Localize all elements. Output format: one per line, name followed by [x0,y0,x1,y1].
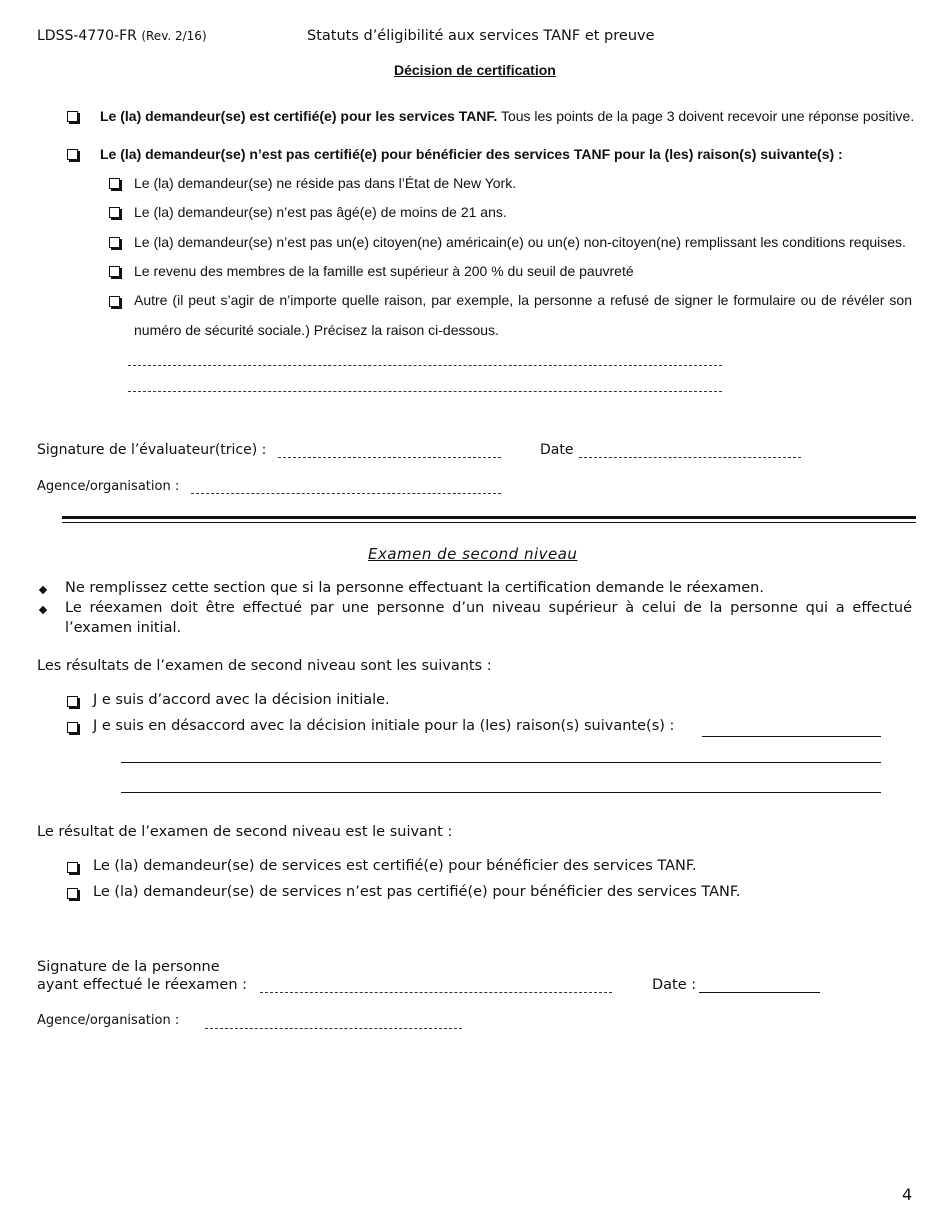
form-number: LDSS-4770-FR [37,28,137,44]
evaluator-date-label: Date [540,442,574,458]
disagree-reason-field-2[interactable] [121,762,881,763]
reason-citizenship: Le (la) demandeur(se) n’est pas un(e) citoyen(ne) américain(e) ou un(e) non-citoyen(ne) remplissant les conditions requises. [134,234,906,250]
evaluator-date-field[interactable] [579,457,801,458]
second-review-heading: Examen de second niveau [368,545,578,563]
reviewer-signature-label-2: ayant effectué le réexamen : [37,977,248,993]
reason-residence: Le (la) demandeur(se) ne réside pas dans l’État de New York. [134,175,517,191]
instruction-1: Ne remplissez cette section que si la personne effectuant la certification demande le réexamen. [65,580,764,596]
reason-other-line1: Autre (il peut s’agir de n’importe quelle raison, par exemple, la personne a refusé de signer le formulaire ou de révéler son [134,292,912,308]
bullet-diamond-icon [39,586,47,594]
outcome-certified: Le (la) demandeur(se) de services est certifié(e) pour bénéficier des services TANF. [93,858,697,874]
form-id [37,28,207,44]
agree-option: J e suis d’accord avec la décision initiale. [93,692,390,708]
reviewer-date-field[interactable] [699,992,820,993]
certified-option-bold: Le (la) demandeur(se) est certifié(e) pour les services TANF. [100,108,498,124]
bullet-diamond-icon [39,606,47,614]
document-title: Statuts d’éligibilité aux services TANF et preuve [307,28,655,44]
reviewer-agency-field[interactable] [205,1028,462,1029]
page-number: 4 [902,1185,913,1204]
disagree-option: J e suis en désaccord avec la décision initiale pour la (les) raison(s) suivante(s) : [93,718,675,734]
reviewer-agency-label: Agence/organisation : [37,1013,180,1028]
evaluator-signature-field[interactable] [278,457,501,458]
reason-checkbox-income[interactable] [109,266,120,277]
certified-option [100,108,914,124]
disagree-checkbox[interactable] [67,722,78,733]
disagree-reason-field-3[interactable] [121,792,881,793]
evaluator-agency-label: Agence/organisation : [37,479,180,494]
evaluator-signature-label: Signature de l’évaluateur(trice) : [37,442,267,458]
section-divider [62,516,916,523]
reason-age: Le (la) demandeur(se) n’est pas âgé(e) de moins de 21 ans. [134,204,507,220]
reason-income: Le revenu des membres de la famille est supérieur à 200 % du seuil de pauvreté [134,263,634,279]
other-reason-line-2[interactable] [128,391,722,392]
reviewer-signature-label-1: Signature de la personne [37,959,220,975]
outcome-certified-checkbox[interactable] [67,862,78,873]
reason-checkbox-residence[interactable] [109,178,120,189]
reason-checkbox-other[interactable] [109,296,120,307]
results-label: Les résultats de l’examen de second niveau sont les suivants : [37,658,492,674]
instruction-2-continued: l’examen initial. [65,620,182,636]
outcome-not-certified-checkbox[interactable] [67,888,78,899]
evaluator-agency-field[interactable] [191,493,501,494]
certified-checkbox[interactable] [67,111,78,122]
agree-checkbox[interactable] [67,696,78,707]
not-certified-checkbox[interactable] [67,149,78,160]
other-reason-line-1[interactable] [128,365,722,366]
decision-heading: Décision de certification [394,62,556,78]
reason-other-line2: numéro de sécurité sociale.) Précisez la raison ci-dessous. [134,322,499,338]
reason-checkbox-citizenship[interactable] [109,237,120,248]
disagree-reason-field-1[interactable] [702,736,881,737]
not-certified-option: Le (la) demandeur(se) n’est pas certifié(e) pour bénéficier des services TANF pour la (les) raison(s) suivante(s) : [100,146,843,162]
form-revision: (Rev. 2/16) [141,29,207,43]
certified-option-rest: Tous les points de la page 3 doivent recevoir une réponse positive. [497,108,915,124]
instruction-2: Le réexamen doit être effectué par une personne d’un niveau supérieur à celui de la personne qui a effectué [65,600,912,616]
outcome-not-certified: Le (la) demandeur(se) de services n’est pas certifié(e) pour bénéficier des services TANF. [93,884,741,900]
reason-checkbox-age[interactable] [109,207,120,218]
reviewer-signature-field[interactable] [260,992,612,993]
result-label: Le résultat de l’examen de second niveau est le suivant : [37,824,453,840]
reviewer-date-label: Date : [652,977,697,993]
